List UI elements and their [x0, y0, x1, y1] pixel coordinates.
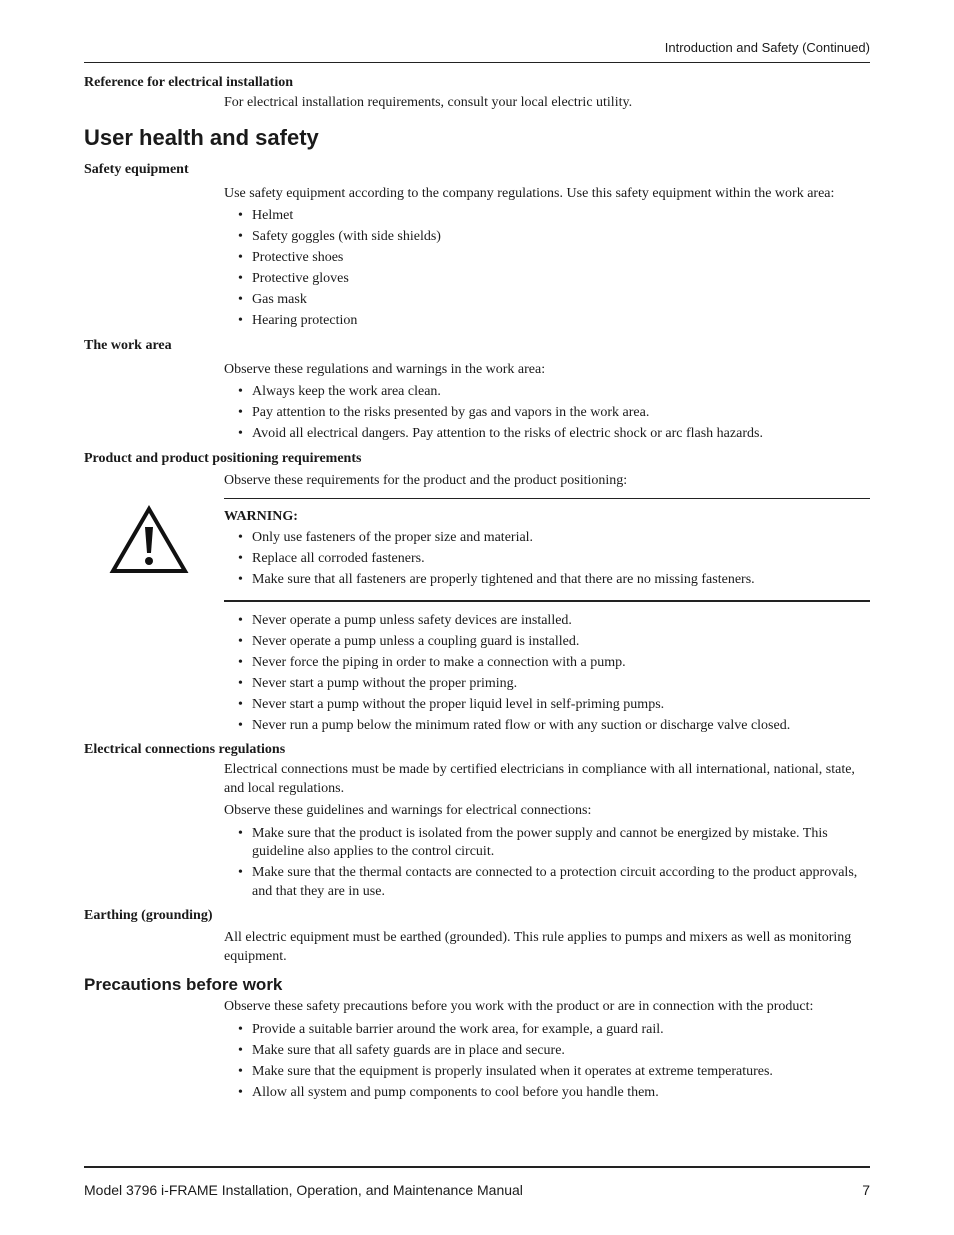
heading-user-health-safety: User health and safety — [84, 124, 319, 150]
electrical-regulations-para1: Electrical connections must be made by certified electricians in compliance with all international, national, state, and local regulations. — [224, 762, 855, 796]
pump-operation-list — [224, 612, 870, 736]
list-item: • Protective gloves — [238, 270, 870, 289]
heading-product-positioning: Product and product positioning requirements — [84, 450, 362, 466]
list-item: • Replace all corroded fasteners. — [238, 550, 870, 569]
warning-list — [224, 529, 870, 590]
page-content — [84, 72, 870, 1106]
reference-electrical-text: For electrical installation requirements, consult your local electric utility. — [224, 95, 633, 110]
warning-box — [224, 498, 870, 602]
list-item: • Helmet — [238, 207, 870, 226]
work-area-intro: Observe these regulations and warnings in the work area: — [224, 361, 546, 377]
heading-reference-electrical: Reference for electrical installation — [84, 75, 294, 90]
product-positioning-intro: Observe these requirements for the product and the product positioning: — [224, 472, 628, 488]
manual-title: Model 3796 i-FRAME Installation, Operation, and Maintenance Manual — [84, 1182, 523, 1198]
electrical-regulations-list — [224, 825, 870, 902]
list-item: • Make sure that the thermal contacts are connected to a protection circuit according to the product approvals, and that they are in use. — [238, 864, 870, 901]
work-area-list — [224, 383, 870, 444]
list-item: • Only use fasteners of the proper size and material. — [238, 529, 870, 548]
list-item: • Never start a pump without the proper liquid level in self-priming pumps. — [238, 696, 870, 715]
safety-equipment-intro: Use safety equipment according to the company regulations. Use this safety equipment within the work area: — [224, 185, 835, 201]
heading-electrical-regulations: Electrical connections regulations — [84, 742, 286, 757]
list-item: • Never operate a pump unless safety devices are installed. — [238, 612, 870, 631]
list-item: • Provide a suitable barrier around the work area, for example, a guard rail. — [238, 1021, 870, 1040]
list-item: • Never force the piping in order to make a connection with a pump. — [238, 654, 870, 673]
list-item: • Always keep the work area clean. — [238, 383, 870, 402]
page-number: 7 — [862, 1182, 870, 1198]
heading-safety-equipment: Safety equipment — [84, 161, 189, 177]
warning-label: WARNING: — [224, 509, 298, 524]
list-item: • Pay attention to the risks presented by gas and vapors in the work area. — [238, 404, 870, 423]
list-item: • Gas mask — [238, 291, 870, 310]
list-item: • Avoid all electrical dangers. Pay attention to the risks of electric shock or arc flash hazards. — [238, 425, 870, 444]
electrical-regulations-para2: Observe these guidelines and warnings for electrical connections: — [224, 803, 592, 818]
list-item: • Safety goggles (with side shields) — [238, 228, 870, 247]
heading-earthing: Earthing (grounding) — [84, 908, 213, 923]
list-item: • Never start a pump without the proper priming. — [238, 675, 870, 694]
earthing-text: All electric equipment must be earthed (grounded). This rule applies to pumps and mixers as well as monitoring equipment. — [224, 930, 852, 964]
list-item: • Make sure that all safety guards are in place and secure. — [238, 1042, 870, 1061]
running-head: Introduction and Safety (Continued) — [84, 40, 870, 63]
list-item: • Make sure that all fasteners are properly tightened and that there are no missing fasteners. — [238, 571, 870, 590]
safety-equipment-list — [224, 207, 870, 331]
list-item: • Never run a pump below the minimum rated flow or with any suction or discharge valve closed. — [238, 717, 870, 736]
list-item: • Allow all system and pump components to cool before you handle them. — [238, 1084, 870, 1103]
list-item: • Make sure that the product is isolated from the power supply and cannot be energized by mistake. This guideline also applies to the control circuit. — [238, 825, 870, 862]
heading-work-area: The work area — [84, 337, 172, 353]
page-footer — [84, 1166, 870, 1198]
list-item: • Protective shoes — [238, 249, 870, 268]
heading-precautions: Precautions before work — [84, 975, 283, 994]
precautions-intro: Observe these safety precautions before you work with the product or are in connection with the product: — [224, 999, 814, 1014]
list-item: • Hearing protection — [238, 312, 870, 331]
precautions-list — [224, 1021, 870, 1103]
list-item: • Never operate a pump unless a coupling guard is installed. — [238, 633, 870, 652]
list-item: • Make sure that the equipment is properly insulated when it operates at extreme temperatures. — [238, 1063, 870, 1082]
warning-triangle-icon — [109, 505, 189, 575]
